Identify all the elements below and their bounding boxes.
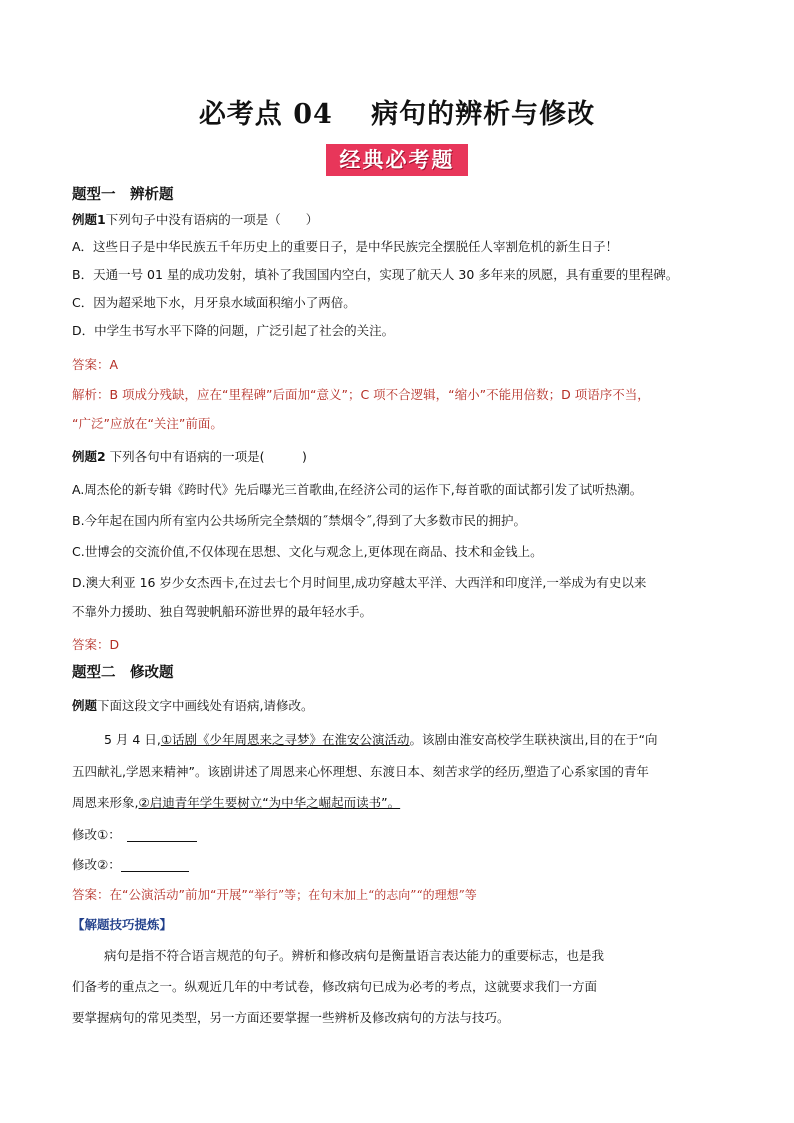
revision-2 [72,856,189,874]
passage-line1-rest: 。该剧由淮安高校学生联袂演出,目的在于“向 [409,732,658,747]
example3-answer-part2: “举行”等；在句末加上“的志向” [247,888,417,902]
example2-question [72,448,307,466]
revision-1 [72,826,197,844]
example2-option-a: A.周杰伦的新专辑《跨时代》先后曝光三首歌曲,在经济公司的运作下,每首歌的面试都引发了试听热潮。 [72,482,643,497]
tips-line2: 们备考的重点之一。纵观近几年的中考试卷，修改病句已成为必考的考点，这就要求我们一方面 [72,979,598,994]
passage-line1 [104,731,657,749]
revision-1-label: 修改①： [72,827,121,842]
example3-text: 下面这段文字中画线处有语病,请修改。 [97,698,314,713]
example1-question [72,211,318,229]
underlined-sentence-1: ①话剧《少年周恩来之寻梦》在淮安公演活动 [160,732,410,747]
example2-option-d-cont: 不靠外力援助、独自驾驶帆船环游世界的最年轻水手。 [72,604,373,619]
classic-exam-badge: 经典必考题 [326,144,468,176]
revision-2-label: 修改②： [72,857,121,872]
tips-line3: 要掌握病句的常见类型，另一方面还要掌握一些辨析及修改病句的方法与技巧。 [72,1010,510,1025]
example1-answer: 答案：A [72,357,119,372]
passage-line3 [72,794,400,812]
tips-line1: 病句是指不符合语言规范的句子。辨析和修改病句是衡量语言表达能力的重要标志，也是我 [104,948,605,963]
example3-answer-part3: “的理想”等 [416,888,477,902]
underlined-sentence-2: ②启迪青年学生要树立“为中华之崛起而读书”。 [138,795,401,810]
tips-heading: 【解题技巧提炼】 [72,917,173,932]
example2-option-b: B.今年起在国内所有室内公共场所完全禁烟的˝禁烟令˝,得到了大多数市民的拥护。 [72,513,527,528]
example1-label: 例题1 [72,212,106,227]
example3-question [72,697,314,715]
example3-answer-part1: 答案：在“公演活动”前加“开展” [72,887,248,902]
example1-option-b: B．天通一号 01 星的成功发射，填补了我国国内空白，实现了航天人 30 多年来的夙愿，具有重要的里程碑。 [72,267,679,282]
example3-answer [72,886,477,904]
passage-line2: 五四献礼,学恩来精神”。该剧讲述了周恩来心怀理想、东渡日本、刻苦求学的经历,塑造了心系家国的青年 [72,764,649,779]
example2-text: 下列各句中有语病的一项是( ) [105,449,307,464]
example1-analysis-line1: 解析：B 项成分残缺，应在“里程碑”后面加“意义”；C 项不合逻辑，“缩小”不能用倍数；D 项语序不当， [72,387,650,402]
example2-answer: 答案：D [72,637,120,652]
passage-line3-start: 周恩来形象, [72,795,139,810]
example1-analysis-line2: “广泛”应放在“关注”前面。 [72,416,223,431]
passage-date: 5 月 4 日, [104,732,161,747]
example1-option-d: D．中学生书写水平下降的问题，广泛引起了社会的关注。 [72,323,395,338]
example2-option-d: D.澳大利亚 16 岁少女杰西卡,在过去七个月时间里,成功穿越太平洋、大西洋和印度洋,一举成为有史以来 [72,575,647,590]
example1-text: 下列句子中没有语病的一项是（ ） [105,212,319,227]
revision-1-blank[interactable] [127,827,197,842]
example1-option-a: A．这些日子是中华民族五千年历史上的重要日子，是中华民族完全摆脱任人宰割危机的新生日子！ [72,239,619,254]
section-heading-identify: 题型一 辨析题 [72,186,174,203]
page-title: 必考点 04 病句的辨析与修改 [198,99,596,130]
example3-label: 例题 [72,698,98,713]
example1-option-c: C．因为超采地下水，月牙泉水域面积缩小了两倍。 [72,295,356,310]
revision-2-blank[interactable] [121,857,189,872]
section-heading-revise: 题型二 修改题 [72,664,174,681]
example2-option-c: C.世博会的交流价值,不仅体现在思想、文化与观念上,更体现在商品、技术和金钱上。 [72,544,543,559]
example2-label: 例题2 [72,449,106,464]
